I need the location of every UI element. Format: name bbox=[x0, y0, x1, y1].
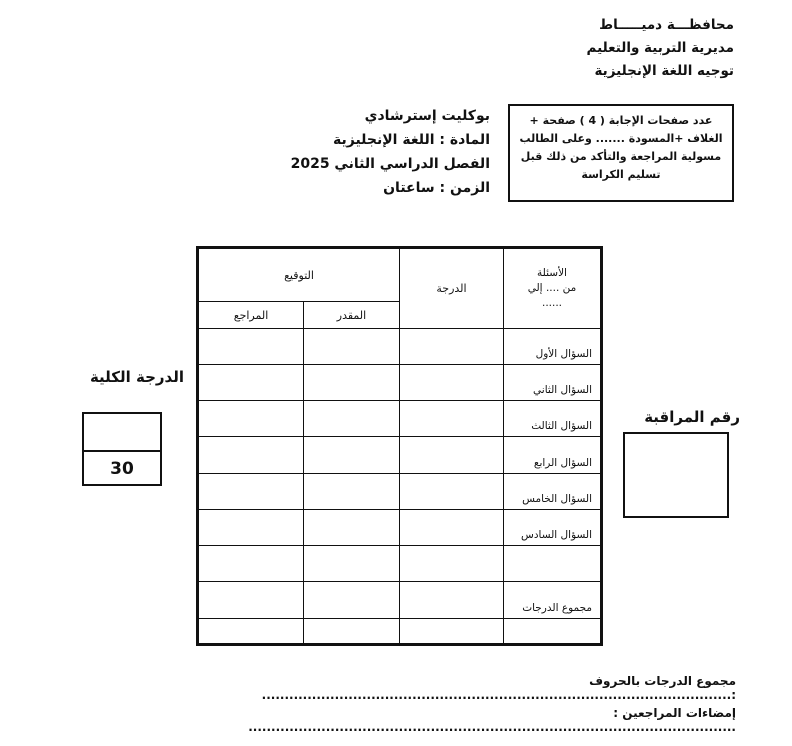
signature-header: التوقيع bbox=[198, 248, 400, 302]
question-label bbox=[504, 546, 602, 582]
seat-number-label: رقم المراقبة bbox=[644, 408, 740, 426]
department-label: توجيه اللغة الإنجليزية bbox=[594, 63, 734, 79]
total-grade-box bbox=[82, 412, 162, 486]
pages-note-box bbox=[508, 104, 734, 202]
questions-header bbox=[504, 248, 602, 329]
reviewer-cell[interactable] bbox=[198, 364, 304, 400]
reviewer-cell[interactable] bbox=[198, 473, 304, 509]
booklet-title: بوكليت إسترشادي bbox=[364, 108, 490, 124]
grade-cell[interactable] bbox=[400, 364, 504, 400]
reviewer-cell[interactable] bbox=[198, 582, 304, 618]
total-grade-label: الدرجة الكلية bbox=[89, 368, 184, 386]
assessor-header: المقدر bbox=[304, 302, 400, 328]
assessor-cell[interactable] bbox=[304, 437, 400, 473]
reviewer-header: المراجع bbox=[198, 302, 304, 328]
total-grade-value: 30 bbox=[110, 459, 134, 479]
grades-in-words-line: مجموع الدرجات بالحروف :....................................................................................................... bbox=[261, 674, 736, 702]
directorate-label: مديرية التربية والتعليم bbox=[586, 40, 734, 56]
reviewer-cell[interactable] bbox=[198, 509, 304, 545]
reviewer-cell[interactable] bbox=[198, 401, 304, 437]
assessor-cell[interactable] bbox=[304, 546, 400, 582]
assessor-cell[interactable] bbox=[304, 582, 400, 618]
reviewer-cell[interactable] bbox=[198, 437, 304, 473]
grade-cell[interactable] bbox=[400, 437, 504, 473]
directorate-header bbox=[587, 14, 734, 83]
question-label: السؤال السادس bbox=[504, 509, 602, 545]
reviewer-cell[interactable] bbox=[198, 546, 304, 582]
question-label: السؤال الأول bbox=[504, 328, 602, 364]
note-line: مسولية المراجعة والتأكد من ذلك قبل bbox=[520, 150, 722, 163]
assessor-cell[interactable] bbox=[304, 509, 400, 545]
question-label: السؤال الخامس bbox=[504, 473, 602, 509]
term-line: الفصل الدراسي الثاني 2025 bbox=[290, 156, 490, 172]
questions-header-line: الأسئلة bbox=[537, 266, 567, 279]
grade-cell[interactable] bbox=[400, 473, 504, 509]
reviewer-cell[interactable] bbox=[198, 618, 304, 644]
questions-header-line: من .... إلي bbox=[527, 281, 577, 294]
note-line: الغلاف +المسودة ....... وعلى الطالب bbox=[519, 132, 723, 145]
question-label bbox=[504, 618, 602, 644]
total-grades-label: مجموع الدرجات bbox=[504, 582, 602, 618]
assessor-cell[interactable] bbox=[304, 401, 400, 437]
subject-line: المادة : اللغة الإنجليزية bbox=[333, 132, 490, 148]
grade-header: الدرجة bbox=[400, 248, 504, 329]
exam-title-block bbox=[290, 104, 490, 200]
assessor-cell[interactable] bbox=[304, 473, 400, 509]
total-grade-input[interactable] bbox=[84, 414, 160, 452]
assessor-cell[interactable] bbox=[304, 618, 400, 644]
question-label: السؤال الثالث bbox=[504, 401, 602, 437]
assessor-cell[interactable] bbox=[304, 328, 400, 364]
grade-cell[interactable] bbox=[400, 582, 504, 618]
seat-number-box[interactable] bbox=[623, 432, 729, 518]
grade-cell[interactable] bbox=[400, 546, 504, 582]
assessor-cell[interactable] bbox=[304, 364, 400, 400]
note-line: عدد صفحات الإجابة ( 4 ) صفحة + bbox=[529, 114, 713, 127]
note-line: تسليم الكراسة bbox=[581, 168, 661, 181]
grade-cell[interactable] bbox=[400, 618, 504, 644]
grade-cell[interactable] bbox=[400, 328, 504, 364]
grade-cell[interactable] bbox=[400, 401, 504, 437]
questions-header-line: ...... bbox=[541, 296, 563, 309]
reviewer-cell[interactable] bbox=[198, 328, 304, 364]
question-label: السؤال الثاني bbox=[504, 364, 602, 400]
reviewers-signatures-line: إمضاءات المراجعين : ........................................................................................................... bbox=[248, 706, 736, 734]
grade-cell[interactable] bbox=[400, 509, 504, 545]
governorate-label: محافظـــة دميـــــاط bbox=[599, 17, 734, 33]
grades-table bbox=[196, 246, 603, 646]
question-label: السؤال الرابع bbox=[504, 437, 602, 473]
duration-line: الزمن : ساعتان bbox=[383, 180, 490, 196]
